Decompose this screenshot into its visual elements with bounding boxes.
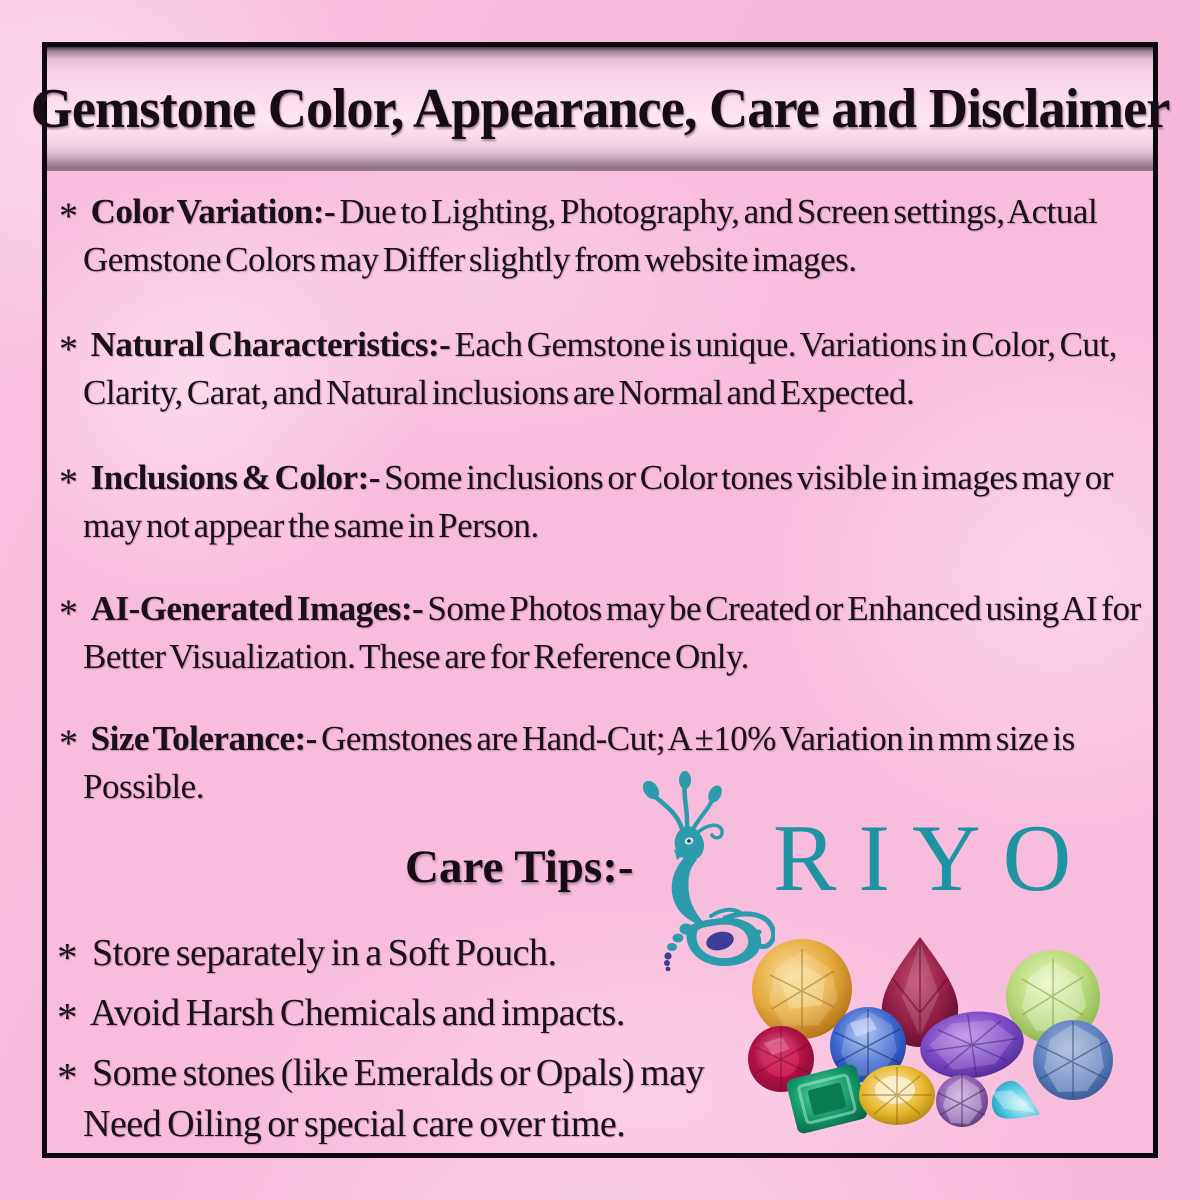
care-tip-text: Store separately in a Soft Pouch.	[92, 932, 557, 974]
disclaimer-text: Gemstones are Hand-Cut; A ±10% Variation in mm size is Possible.	[83, 719, 1075, 806]
content-frame	[30, 42, 1170, 1158]
bullet-asterisk: *	[59, 328, 78, 371]
disclaimer-inclusions-color	[59, 453, 1165, 550]
gem-tanzanite-round	[1033, 1020, 1113, 1100]
disclaimer-label: AI-Generated Images:-	[90, 589, 424, 628]
care-tip-text: Avoid Harsh Chemicals and impacts.	[89, 992, 625, 1034]
disclaimer-label: Color Variation:-	[90, 192, 336, 231]
gemstones-image	[730, 917, 1150, 1151]
brand-name: RIYO	[773, 805, 1094, 911]
bullet-asterisk: *	[57, 934, 78, 981]
bullet-asterisk: *	[57, 994, 78, 1041]
title-bar	[30, 47, 1170, 171]
care-tips-heading: Care Tips:-	[405, 841, 634, 893]
disclaimer-natural-characteristics	[59, 320, 1165, 417]
care-tip	[57, 986, 763, 1039]
disclaimer-size-tolerance	[59, 714, 1165, 811]
disclaimer-text: Some Photos may be Created or Enhanced using AI for Better Visualization. These are for Reference Only.	[83, 589, 1141, 676]
disclaimer-label: Size Tolerance:-	[90, 719, 317, 758]
disclaimer-text: Due to Lighting, Photography, and Screen settings, Actual Gemstone Colors may Differ slightly from website images.	[83, 192, 1098, 279]
disclaimer-label: Inclusions & Color:-	[90, 458, 380, 497]
bullet-asterisk: *	[59, 461, 78, 504]
gem-citrine-oval	[859, 1065, 935, 1125]
gem-blue-topaz-pear	[983, 1074, 1048, 1132]
disclaimer-text: Some inclusions or Color tones visible in images may or may not appear the same in Person.	[83, 458, 1113, 545]
disclaimer-color-variation	[59, 187, 1165, 284]
gem-amethyst-small-round	[936, 1075, 988, 1127]
care-tips-list	[57, 926, 763, 1157]
bullet-asterisk: *	[59, 592, 78, 635]
care-tip	[57, 926, 763, 979]
bullet-asterisk: *	[59, 722, 78, 765]
disclaimer-ai-generated-images	[59, 584, 1165, 681]
care-tip-text: Some stones (like Emeralds or Opals) may Need Oiling or special care over time.	[83, 1052, 705, 1145]
page-title: Gemstone Color, Appearance, Care and Disclaimer	[30, 78, 1170, 140]
bullet-asterisk: *	[57, 1054, 78, 1101]
bullet-asterisk: *	[59, 195, 78, 238]
disclaimer-text: Each Gemstone is unique. Variations in Color, Cut, Clarity, Carat, and Natural inclusions are Normal and Expected.	[83, 325, 1117, 412]
care-tip	[57, 1046, 763, 1150]
disclaimer-label: Natural Characteristics:-	[90, 325, 451, 364]
